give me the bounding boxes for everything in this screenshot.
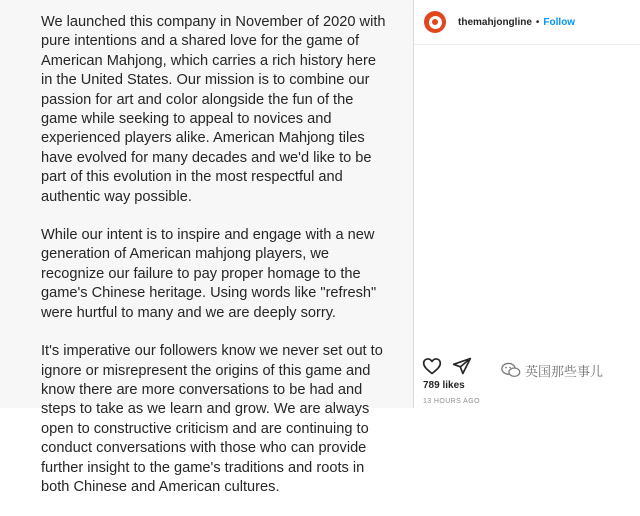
watermark-text: 英国那些事儿 [525,364,604,379]
post-paragraph-3: It's imperative our followers know we never set out to ignore or misrepresent the origins of this game and know there are more conversations to be had and steps to take as we learn and grow. We are always open to constructive criticism and are continuing to conduct conversations with those who can provide further insight to the game's traditions and roots in both Chinese and American cultures. [41,343,383,495]
watermark [501,361,603,380]
post-paragraph-2: While our intent is to inspire and engage with a new generation of American mahjong players, we recognize our failure to pay proper homage to the game's Chinese heritage. Using words like "refresh" were hurtful to many and we are deeply sorry. [41,227,377,321]
post-header [424,8,575,36]
likes-count[interactable]: 789 likes [423,380,465,391]
action-bar [422,356,482,376]
avatar[interactable] [424,11,446,33]
avatar-dot [432,19,438,25]
heart-icon[interactable] [422,356,442,376]
header-divider [414,44,640,45]
post-paragraph-1: We launched this company in November of 2020 with pure intentions and a shared love for the game of American Mahjong, which carries a rich history here in the United States. Our mission is to combine our passion for art and color alongside the fun of the game while seeking to appeal to novices and experienced players alike. American Mahjong tiles have evolved for many decades and we'd like to be part of this evolution in the most respectful and authentic way possible. [41,14,386,205]
post-sidebar [414,0,640,408]
username-link[interactable]: themahjongline [458,16,532,28]
follow-button[interactable]: Follow [543,16,576,28]
post-timestamp[interactable]: 13 HOURS AGO [423,398,480,405]
avatar-logo [429,16,442,29]
header-separator: • [535,16,540,28]
post-text [41,13,391,516]
paper-plane-icon[interactable] [452,356,472,376]
wechat-icon [501,362,521,379]
